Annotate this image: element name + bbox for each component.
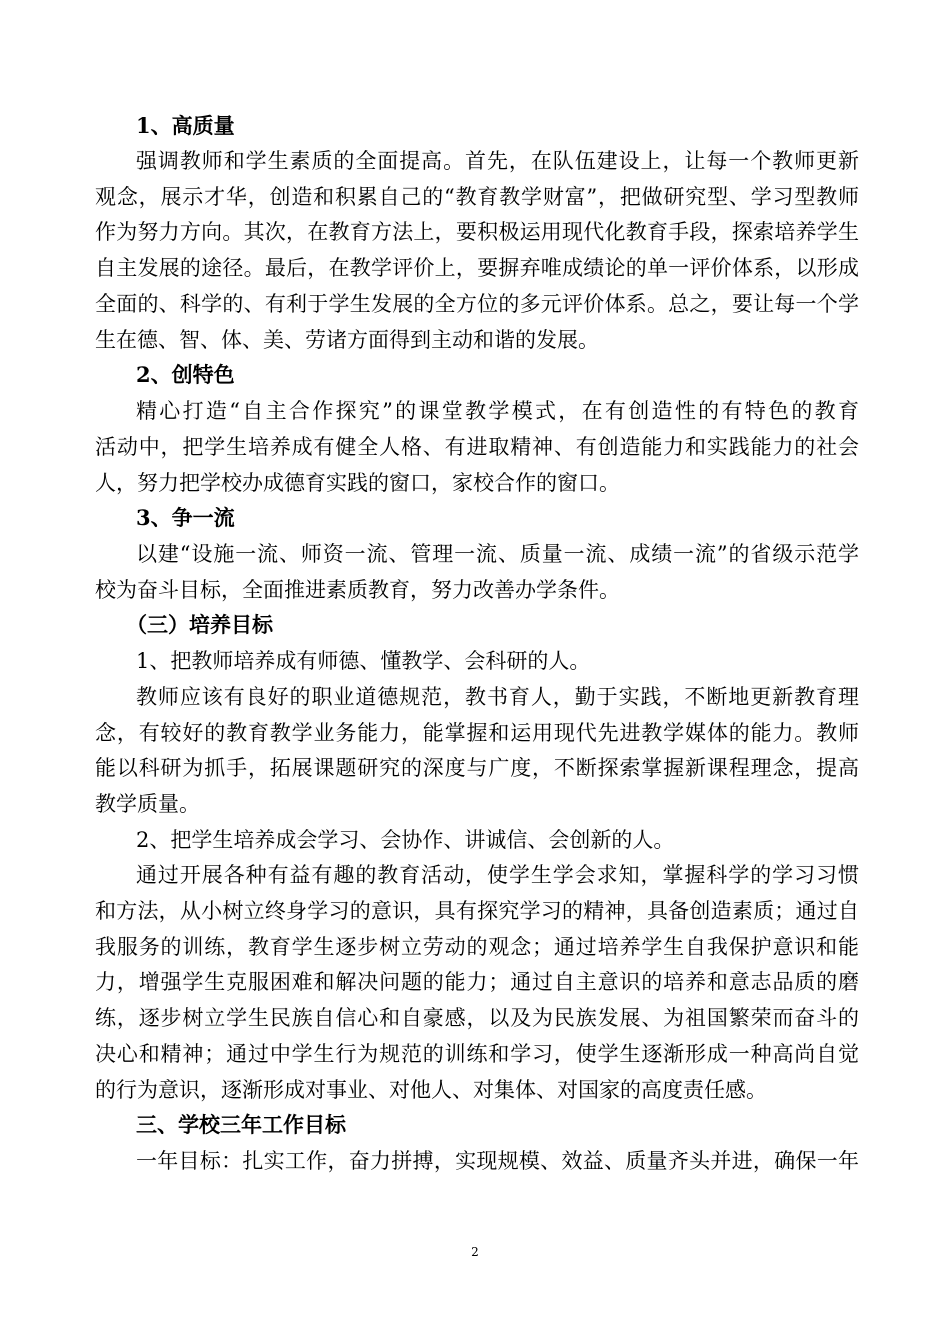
paragraph-line: 强调教师和学生素质的全面提高。首先，在队伍建设上，让每一个教师更新 (136, 149, 859, 173)
paragraph-line: 教师应该有良好的职业道德规范，教书育人，勤于实践，不断地更新教育理 (136, 685, 859, 709)
paragraph-line: 能以科研为抓手，拓展课题研究的深度与广度，不断探索掌握新课程理念，提高 (95, 756, 859, 780)
heading-three-year-goals: 三、学校三年工作目标 (136, 1112, 346, 1137)
paragraph-line: 我服务的训练，教育学生逐步树立劳动的观念；通过培养学生自我保护意识和能 (95, 935, 859, 959)
paragraph-line: 的行为意识，逐渐形成对事业、对他人、对集体、对国家的高度责任感。 (95, 1078, 767, 1102)
paragraph-line: 和方法，从小树立终身学习的意识，具有探究学习的精神，具备创造素质；通过自 (95, 899, 859, 923)
heading-create-features: 2、创特色 (136, 362, 235, 387)
paragraph-line: 念，有较好的教育教学业务能力，能掌握和运用现代先进教学媒体的能力。教师 (95, 721, 859, 745)
paragraph-line: 生在德、智、体、美、劳诸方面得到主动和谐的发展。 (95, 328, 599, 352)
paragraph-line: 教学质量。 (95, 792, 200, 816)
page-number: 2 (471, 1245, 479, 1259)
paragraph-line: 活动中，把学生培养成有健全人格、有进取精神、有创造能力和实践能力的社会 (95, 435, 859, 459)
paragraph-line: 以建“设施一流、师资一流、管理一流、质量一流、成绩一流”的省级示范学 (136, 542, 859, 566)
paragraph-line: 作为努力方向。其次，在教育方法上，要积极运用现代化教育手段，探索培养学生 (95, 220, 859, 244)
paragraph-line: 通过开展各种有益有趣的教育活动，使学生学会求知，掌握科学的学习习惯 (136, 863, 859, 887)
subheading-student-goal: 2、把学生培养成会学习、会协作、讲诚信、会创新的人。 (136, 828, 675, 852)
paragraph-line: 人，努力把学校办成德育实践的窗口，家校合作的窗口。 (95, 471, 620, 495)
paragraph-line: 校为奋斗目标，全面推进素质教育，努力改善办学条件。 (95, 578, 620, 602)
heading-high-quality: 1、高质量 (136, 113, 235, 138)
subheading-teacher-goal: 1、把教师培养成有师德、懂教学、会科研的人。 (136, 649, 591, 673)
paragraph-line: 练，逐步树立学生民族自信心和自豪感，以及为民族发展、为祖国繁荣而奋斗的 (95, 1006, 859, 1030)
paragraph-line: 力，增强学生克服困难和解决问题的能力；通过自主意识的培养和意志品质的磨 (95, 970, 859, 994)
paragraph-line: 精心打造“自主合作探究”的课堂教学模式，在有创造性的有特色的教育 (136, 399, 859, 423)
paragraph-line: 观念，展示才华，创造和积累自己的“教育教学财富”，把做研究型、学习型教师 (95, 185, 859, 209)
paragraph-line: 决心和精神；通过中学生行为规范的训练和学习，使学生逐渐形成一种高尚自觉 (95, 1042, 859, 1066)
paragraph-line: 自主发展的途径。最后，在教学评价上，要摒弃唯成绩论的单一评价体系，以形成 (95, 256, 859, 280)
heading-first-class: 3、争一流 (136, 505, 235, 530)
paragraph-line: 一年目标：扎实工作，奋力拼搏，实现规模、效益、质量齐头并进，确保一年 (136, 1149, 859, 1173)
paragraph-line: 全面的、科学的、有利于学生发展的全方位的多元评价体系。总之，要让每一个学 (95, 292, 859, 316)
heading-training-goals: （三）培养目标 (126, 612, 273, 637)
